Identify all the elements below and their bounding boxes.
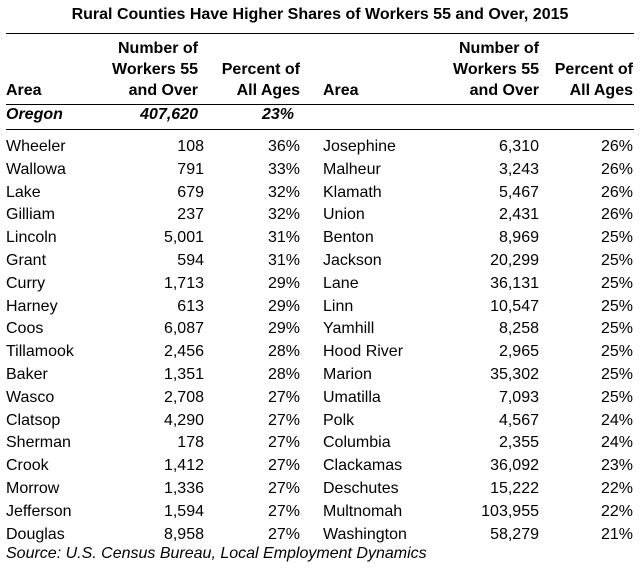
workers-55-over: 2,708 [163,388,204,406]
county-name: Josephine [323,138,396,155]
table-row [6,410,300,433]
percent-of-all-ages: 27% [267,411,300,429]
workers-55-over: 4,567 [498,411,539,429]
workers-55-over: 58,279 [490,525,539,543]
workers-55-over: 5,467 [498,183,539,201]
workers-55-over: 2,965 [498,343,539,361]
percent-of-all-ages: 32% [267,206,300,224]
table-row [6,250,300,273]
table-row [323,387,633,410]
percent-of-all-ages: 27% [267,457,300,475]
table-row [323,410,633,433]
workers-55-over: 8,258 [498,320,539,338]
county-name: Malheur [323,160,381,178]
workers-55-over: 35,302 [490,365,539,383]
workers-55-over: 613 [177,297,204,315]
county-name: Baker [6,365,48,383]
percent-of-all-ages: 26% [600,183,633,201]
percent-of-all-ages: 25% [600,297,633,315]
county-name: Harney [6,297,58,315]
percent-of-all-ages: 29% [267,320,300,338]
percent-of-all-ages: 25% [600,229,633,247]
table-title: Rural Counties Have Higher Shares of Workers 55 and Over, 2015 [71,6,569,23]
percent-of-all-ages: 25% [600,251,633,269]
county-name: Linn [323,297,354,315]
total-workers: 407,620 [140,106,198,123]
workers-55-over: 1,412 [163,457,204,475]
table-row [323,318,633,341]
percent-of-all-ages: 29% [267,297,300,315]
workers-55-over: 1,336 [163,479,204,497]
table-row [323,364,633,387]
table-row [6,455,300,478]
workers-55-over: 178 [177,434,204,452]
table-row [6,341,300,364]
county-name: Polk [323,411,355,429]
table-row [323,204,633,227]
percent-of-all-ages: 25% [600,274,633,292]
workers-55-over: 36,131 [490,274,539,292]
percent-of-all-ages: 33% [267,160,300,178]
percent-of-all-ages: 27% [267,479,300,497]
county-name: Multnomah [323,502,403,520]
county-name: Crook [6,457,49,475]
table-row [6,182,300,205]
total-percent: 23% [261,106,294,123]
percent-of-all-ages: 22% [600,479,633,497]
percent-of-all-ages: 25% [600,320,633,338]
table-row [6,432,300,455]
workers-55-over: 8,969 [498,229,539,247]
percent-of-all-ages: 24% [600,411,633,429]
workers-55-over: 36,092 [490,457,539,475]
table-row [323,182,633,205]
county-name: Hood River [323,343,404,361]
percent-of-all-ages: 25% [600,388,633,406]
workers-55-over: 7,093 [498,388,539,406]
county-name: Tillamook [6,343,74,361]
county-name: Jefferson [6,502,72,520]
workers-55-over: 3,243 [498,160,539,178]
workers-55-over: 20,299 [490,251,539,269]
percent-of-all-ages: 24% [600,434,633,452]
county-name: Douglas [6,525,65,543]
county-name: Lincoln [6,229,57,247]
title-rule [6,33,634,34]
workers-55-over: 1,713 [163,274,204,292]
county-name: Morrow [6,479,60,497]
header-workers-left: Number of Workers 55 and Over [112,40,198,99]
county-name: Klamath [323,183,382,201]
county-name: Benton [323,229,374,247]
workers-55-over: 237 [177,206,204,224]
workers-55-over: 8,958 [163,525,204,543]
percent-of-all-ages: 26% [600,206,633,224]
workers-55-over: 108 [177,138,204,155]
workers-55-over: 594 [177,251,204,269]
workers-55-over: 4,290 [163,411,204,429]
workers-55-over: 103,955 [481,502,539,520]
percent-of-all-ages: 22% [600,502,633,520]
table-row [6,136,300,159]
header-area-right: Area [323,82,359,99]
county-name: Wallowa [6,160,66,178]
county-name: Clackamas [323,457,403,475]
percent-of-all-ages: 21% [600,525,633,543]
table-row [323,273,633,296]
percent-of-all-ages: 28% [267,365,300,383]
total-rule [6,129,634,130]
right-county-table [323,136,633,546]
workers-55-over: 1,594 [163,502,204,520]
workers-55-over: 6,087 [163,320,204,338]
percent-of-all-ages: 28% [267,343,300,361]
table-row [323,250,633,273]
table-row [6,204,300,227]
left-county-table [6,136,300,546]
county-name: Grant [6,251,47,269]
county-name: Lane [323,274,359,292]
county-name: Wheeler [6,138,66,155]
county-name: Columbia [323,434,391,452]
percent-of-all-ages: 27% [267,502,300,520]
table-row [323,432,633,455]
county-name: Coos [6,320,44,338]
workers-55-over: 6,310 [498,138,539,155]
percent-of-all-ages: 25% [600,343,633,361]
percent-of-all-ages: 29% [267,274,300,292]
county-name: Marion [323,365,372,383]
county-name: Union [323,206,365,224]
county-name: Washington [323,525,407,543]
table-row [6,364,300,387]
percent-of-all-ages: 27% [267,388,300,406]
table-row [6,296,300,319]
workers-55-over: 5,001 [163,229,204,247]
table-row [6,524,300,547]
workers-55-over: 1,351 [163,365,204,383]
percent-of-all-ages: 25% [600,365,633,383]
workers-55-over: 679 [177,183,204,201]
table-row [323,136,633,159]
table-row [323,296,633,319]
table-row [6,227,300,250]
county-name: Curry [6,274,46,292]
percent-of-all-ages: 36% [267,138,300,155]
county-name: Gilliam [6,206,55,224]
table-row [6,478,300,501]
county-name: Deschutes [323,479,399,497]
workers-55-over: 15,222 [490,479,539,497]
table-row [323,341,633,364]
workers-55-over: 2,431 [498,206,539,224]
county-name: Yamhill [323,320,375,338]
percent-of-all-ages: 27% [267,525,300,543]
county-name: Lake [6,183,41,201]
table-row [6,273,300,296]
percent-of-all-ages: 27% [267,434,300,452]
table-row [6,318,300,341]
percent-of-all-ages: 32% [267,183,300,201]
table-row [323,524,633,547]
county-name: Umatilla [323,388,381,406]
county-name: Sherman [6,434,71,452]
table-row [6,501,300,524]
table-row [323,159,633,182]
percent-of-all-ages: 31% [267,251,300,269]
county-name: Wasco [6,388,55,406]
workers-55-over: 10,547 [490,297,539,315]
percent-of-all-ages: 26% [600,160,633,178]
table-row [6,159,300,182]
table-row [323,227,633,250]
total-area: Oregon [6,106,63,123]
percent-of-all-ages: 23% [600,457,633,475]
workers-55-over: 2,456 [163,343,204,361]
header-rule [6,104,634,105]
table-row [6,387,300,410]
percent-of-all-ages: 31% [267,229,300,247]
header-percent-right: Percent of All Ages [554,61,633,99]
table-row [323,455,633,478]
header-workers-right: Number of Workers 55 and Over [453,40,539,99]
percent-of-all-ages: 26% [600,138,633,155]
county-name: Jackson [323,251,382,269]
table-row [323,501,633,524]
header-percent-left: Percent of All Ages [221,61,300,99]
county-name: Clatsop [6,411,61,429]
table-row [323,478,633,501]
workers-55-over: 2,355 [498,434,539,452]
workers-55-over: 791 [177,160,204,178]
header-area-left: Area [6,82,42,99]
source-note: Source: U.S. Census Bureau, Local Employment Dynamics [6,545,427,562]
